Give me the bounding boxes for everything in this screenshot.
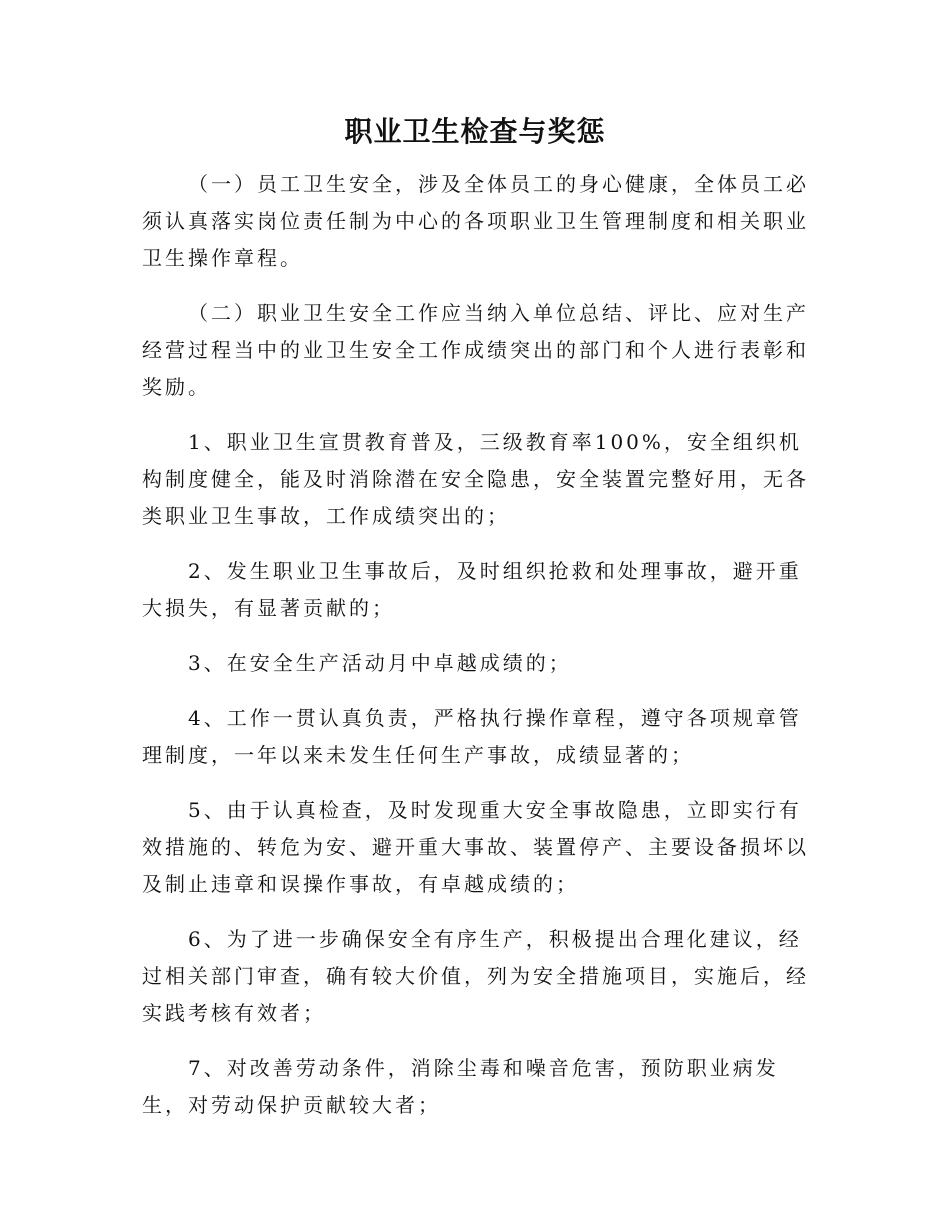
paragraph-item-4: 4、工作一贯认真负责，严格执行操作章程，遵守各项规章管理制度，一年以来未发生任何生产事故，成绩显著的； [142, 706, 802, 767]
paragraph-item-5: 5、由于认真检查，及时发现重大安全事故隐患，立即实行有效措施的、转危为安、避开重大事故、装置停产、主要设备损坏以及制止违章和误操作事故，有卓越成绩的； [142, 798, 809, 896]
paragraph-item-3: 3、在安全生产活动月中卓越成绩的； [188, 651, 572, 675]
document-body [142, 166, 812, 1142]
document-title: 职业卫生检查与奖惩 [344, 115, 606, 148]
paragraph-item-2: 2、发生职业卫生事故后，及时组织抢救和处理事故，避开重大损失，有显著贡献的； [142, 559, 802, 620]
paragraph-section-2: （二）职业卫生安全工作应当纳入单位总结、评比、应对生产经营过程当中的业卫生安全工作成绩突出的部门和个人进行表彰和奖励。 [142, 301, 809, 399]
paragraph-item-7: 7、对改善劳动条件，消除尘毒和噪音危害，预防职业病发生，对劳动保护贡献较大者； [142, 1056, 779, 1117]
paragraph-item-1: 1、职业卫生宣贯教育普及，三级教育率100%，安全组织机构制度健全，能及时消除潜在安全隐患，安全装置完整好用，无各类职业卫生事故，工作成绩突出的； [142, 430, 809, 528]
paragraph-item-6: 6、为了进一步确保安全有序生产，积极提出合理化建议，经过相关部门审查，确有较大价值，列为安全措施项目，实施后，经实践考核有效者； [142, 927, 809, 1025]
paragraph-section-1: （一）员工卫生安全，涉及全体员工的身心健康，全体员工必须认真落实岗位责任制为中心的各项职业卫生管理制度和相关职业卫生操作章程。 [142, 172, 809, 270]
